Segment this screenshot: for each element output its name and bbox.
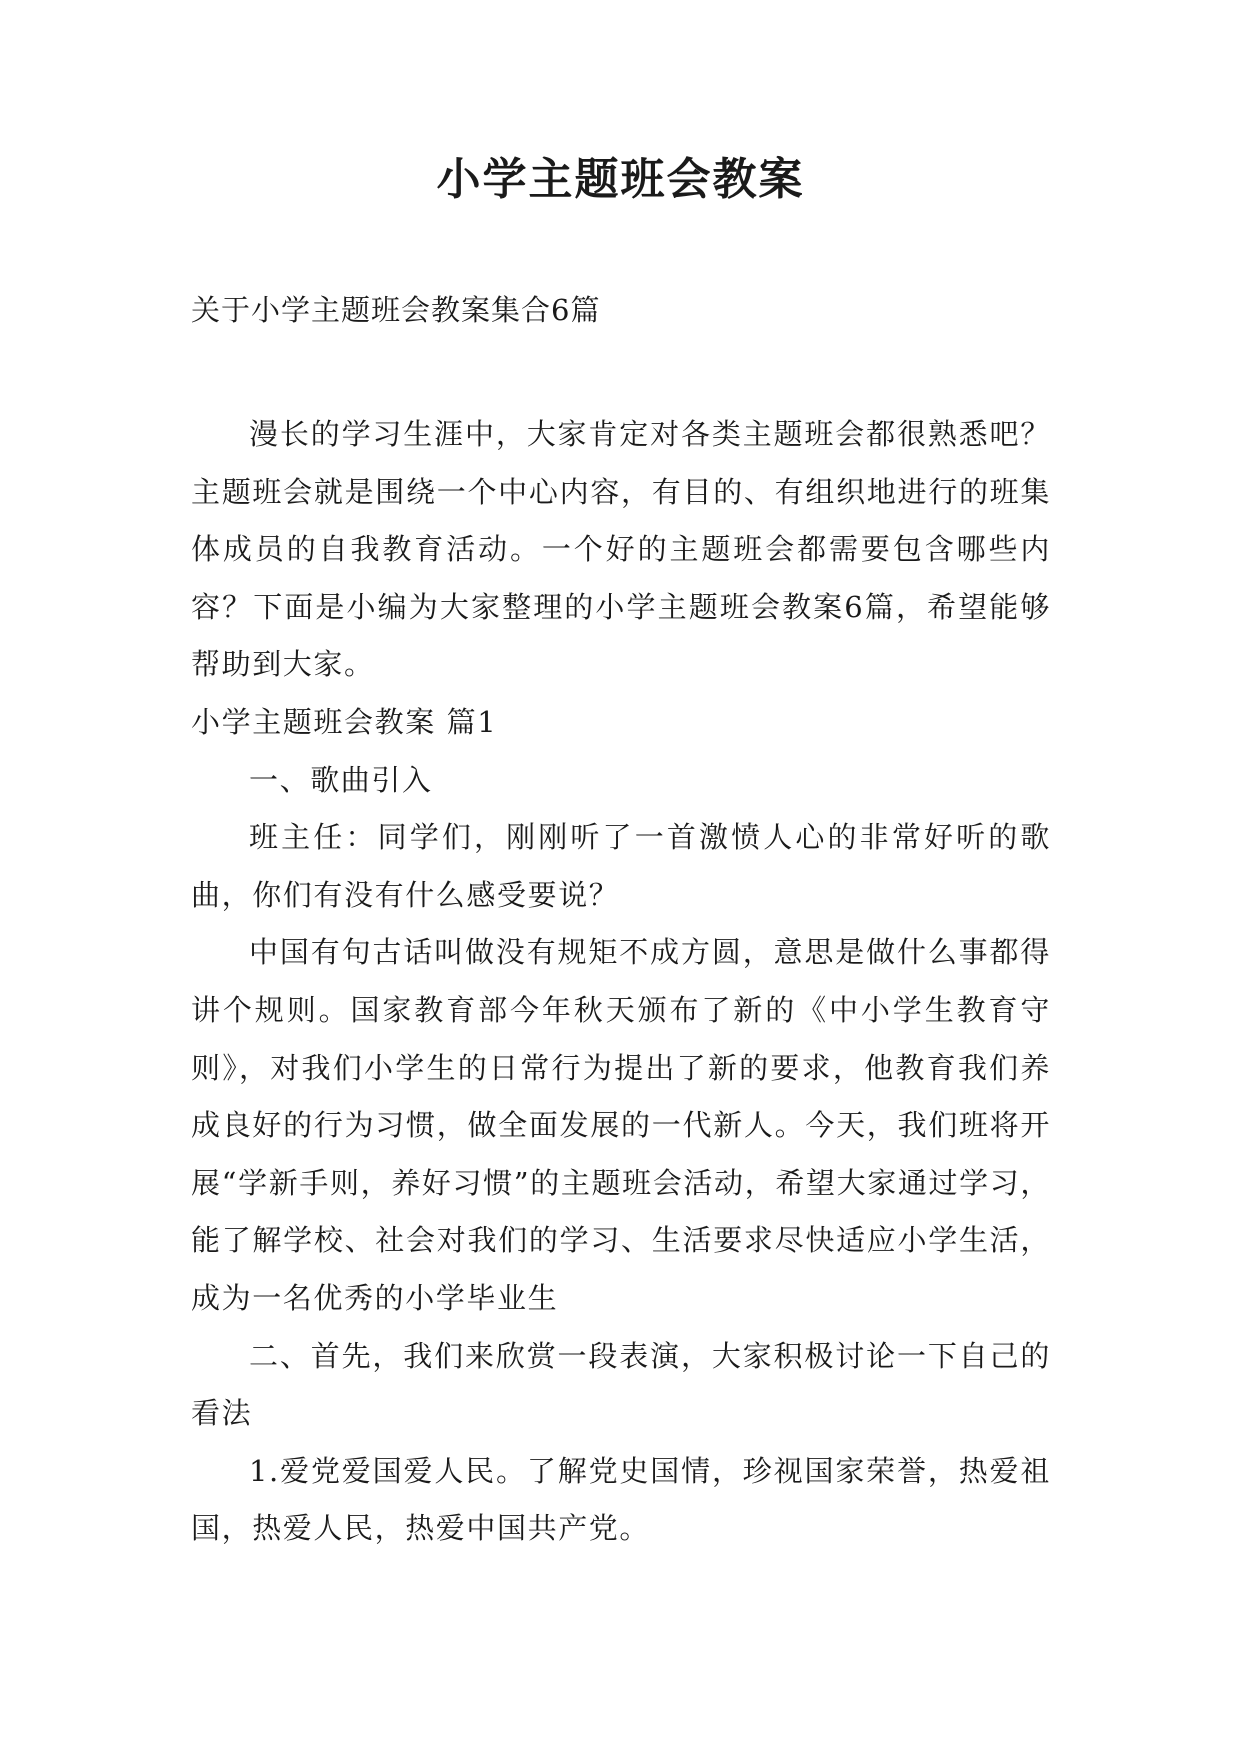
document-subtitle: 关于小学主题班会教案集合6篇: [191, 293, 601, 327]
intro-paragraph: 漫长的学习生涯中，大家肯定对各类主题班会都很熟悉吧？主题班会就是围绕一个中心内容，有目的、有组织地进行的班集体成员的自我教育活动。一个好的主题班会都需要包含哪些内容？下面是小编为大家整理的小学主题班会教案6篇，希望能够帮助到大家。: [191, 417, 1051, 682]
body-paragraph: 班主任：同学们，刚刚听了一首激愤人心的非常好听的歌曲，你们有没有什么感受要说？: [191, 820, 1051, 912]
part-heading-song: 一、歌曲引入: [249, 762, 433, 797]
part-heading-performance: 二、首先，我们来欣赏一段表演，大家积极讨论一下自己的看法: [191, 1338, 1051, 1431]
body-paragraph: 中国有句古话叫做没有规矩不成方圆，意思是做什么事都得讲个规则。国家教育部今年秋天颁布了新的《中小学生教育守则》，对我们小学生的日常行为提出了新的要求，他教育我们养成良好的行为习惯，做全面发展的一代新人。今天，我们班将开展“学新手则，养好习惯”的主题班会活动，希望大家通过学习，能了解学校、社会对我们的学习、生活要求尽快适应小学生活，成为一名优秀的小学毕业生: [191, 935, 1051, 1315]
list-item: 1.爱党爱国爱人民。了解党史国情，珍视国家荣誉，热爱祖国，热爱人民，热爱中国共产党。: [191, 1453, 1051, 1546]
section-heading: 小学主题班会教案 篇1: [191, 704, 498, 739]
document-body: [191, 406, 1051, 1558]
document-title: 小学主题班会教案: [436, 154, 805, 205]
